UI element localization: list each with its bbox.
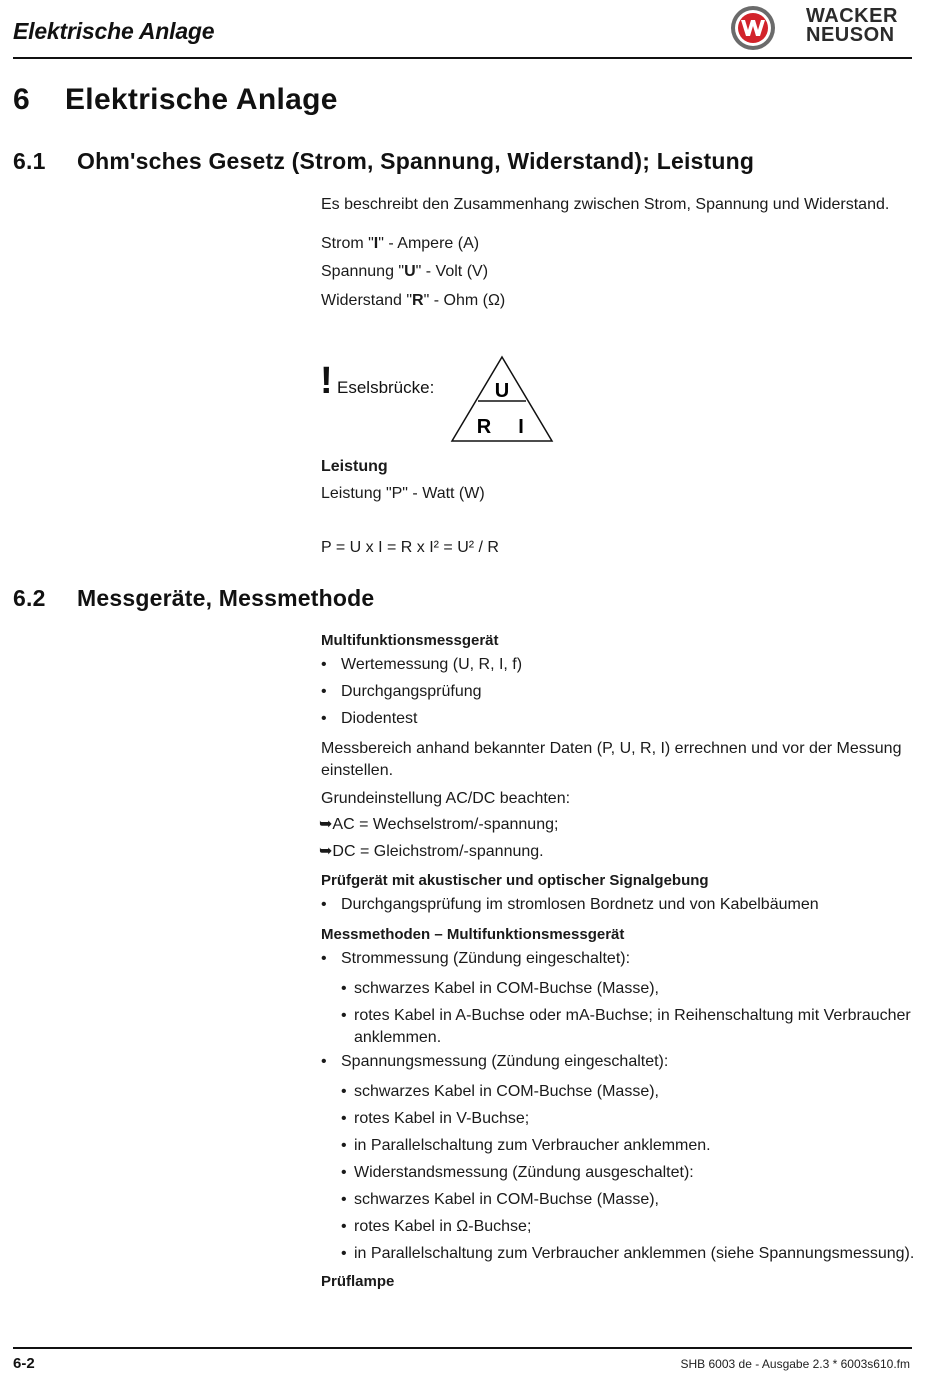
unit-spannung: Spannung "U" - Volt (V) [321, 263, 489, 280]
document-reference: SHB 6003 de - Ausgabe 2.3 * 6003s610.fm [680, 1357, 910, 1371]
footer-divider [13, 1347, 912, 1349]
intro-text: Es beschreibt den Zusammenhang zwischen Strom, Spannung und Widerstand. [321, 196, 890, 213]
list-item: ➥AC = Wechselstrom/-spannung; [319, 816, 559, 833]
sub-list-item: • schwarzes Kabel in COM-Buchse (Masse), [341, 980, 659, 997]
methods-heading: Messmethoden – Multifunktionsmessgerät [321, 926, 625, 943]
section-number: 6.2 [13, 585, 46, 611]
logo-line-2: NEUSON [806, 24, 895, 46]
unit-strom: Strom "I" - Ampere (A) [321, 235, 480, 252]
sub-list-item: • rotes Kabel in A-Buchse oder mA-Buchse; in Reihenschaltung mit Verbraucher [341, 1007, 911, 1024]
range-text-line-2: einstellen. [321, 762, 394, 779]
list-item: • Durchgangsprüfung [321, 683, 482, 700]
logo-line-1: WACKER [806, 5, 898, 27]
header-divider [13, 57, 912, 59]
list-item: • Strommessung (Zündung eingeschaltet): [321, 950, 631, 967]
chapter-title: Elektrische Anlage [65, 83, 338, 116]
chapter-heading [13, 83, 338, 117]
acdc-text: Grundeinstellung AC/DC beachten: [321, 790, 571, 807]
range-text-line-1: Messbereich anhand bekannter Daten (P, U, R, I) errechnen und vor der Messung [321, 740, 902, 757]
section-number: 6.1 [13, 148, 46, 174]
sub-list-item: • rotes Kabel in V-Buchse; [341, 1110, 530, 1127]
uri-triangle-diagram [450, 355, 554, 443]
sub-list-item: • schwarzes Kabel in COM-Buchse (Masse), [341, 1083, 659, 1100]
tester-heading: Prüfgerät mit akustischer und optischer Signalgebung [321, 872, 709, 889]
arrow-right-icon: ➥ [319, 843, 333, 860]
power-formula: P = U x I = R x I² = U² / R [321, 539, 499, 556]
triangle-r: R [476, 416, 492, 438]
sub-list-item: • rotes Kabel in Ω-Buchse; [341, 1218, 532, 1235]
section-title: Messgeräte, Messmethode [77, 585, 375, 611]
unit-widerstand: Widerstand "R" - Ohm (Ω) [321, 292, 506, 309]
sub-list-item: • Widerstandsmessung (Zündung ausgeschaltet): [341, 1164, 694, 1181]
triangle-u: U [494, 380, 510, 402]
section-heading-6-2 [13, 585, 374, 612]
list-item: • Diodentest [321, 710, 418, 727]
brand-logo-text [806, 7, 898, 45]
mnemonic-label: Eselsbrücke: [337, 378, 435, 397]
sub-list-item: • in Parallelschaltung zum Verbraucher anklemmen. [341, 1137, 711, 1154]
list-item: • Durchgangsprüfung im stromlosen Bordnetz und von Kabelbäumen [321, 896, 819, 913]
triangle-i: I [518, 416, 524, 438]
list-item: • Spannungsmessung (Zündung eingeschaltet): [321, 1053, 669, 1070]
multimeter-heading: Multifunktionsmessgerät [321, 632, 499, 649]
section-heading-6-1 [13, 148, 754, 175]
power-unit: Leistung "P" - Watt (W) [321, 485, 485, 502]
running-header-title: Elektrische Anlage [13, 18, 215, 44]
sub-list-item-continued: anklemmen. [354, 1029, 442, 1046]
section-title: Ohm'sches Gesetz (Strom, Spannung, Widerstand); Leistung [77, 148, 755, 174]
wacker-neuson-emblem-icon [730, 5, 776, 51]
list-item: ➥DC = Gleichstrom/-spannung. [319, 843, 544, 860]
note-exclamation-icon: ! [320, 360, 333, 402]
sub-list-item: • in Parallelschaltung zum Verbraucher anklemmen (siehe Spannungsmessung). [341, 1245, 915, 1262]
chapter-number: 6 [13, 83, 30, 116]
page-number: 6-2 [13, 1355, 35, 1372]
test-lamp-heading: Prüflampe [321, 1273, 395, 1290]
sub-list-item: • schwarzes Kabel in COM-Buchse (Masse), [341, 1191, 659, 1208]
arrow-right-icon: ➥ [319, 816, 333, 833]
power-heading: Leistung [321, 458, 388, 475]
list-item: • Wertemessung (U, R, I, f) [321, 656, 523, 673]
